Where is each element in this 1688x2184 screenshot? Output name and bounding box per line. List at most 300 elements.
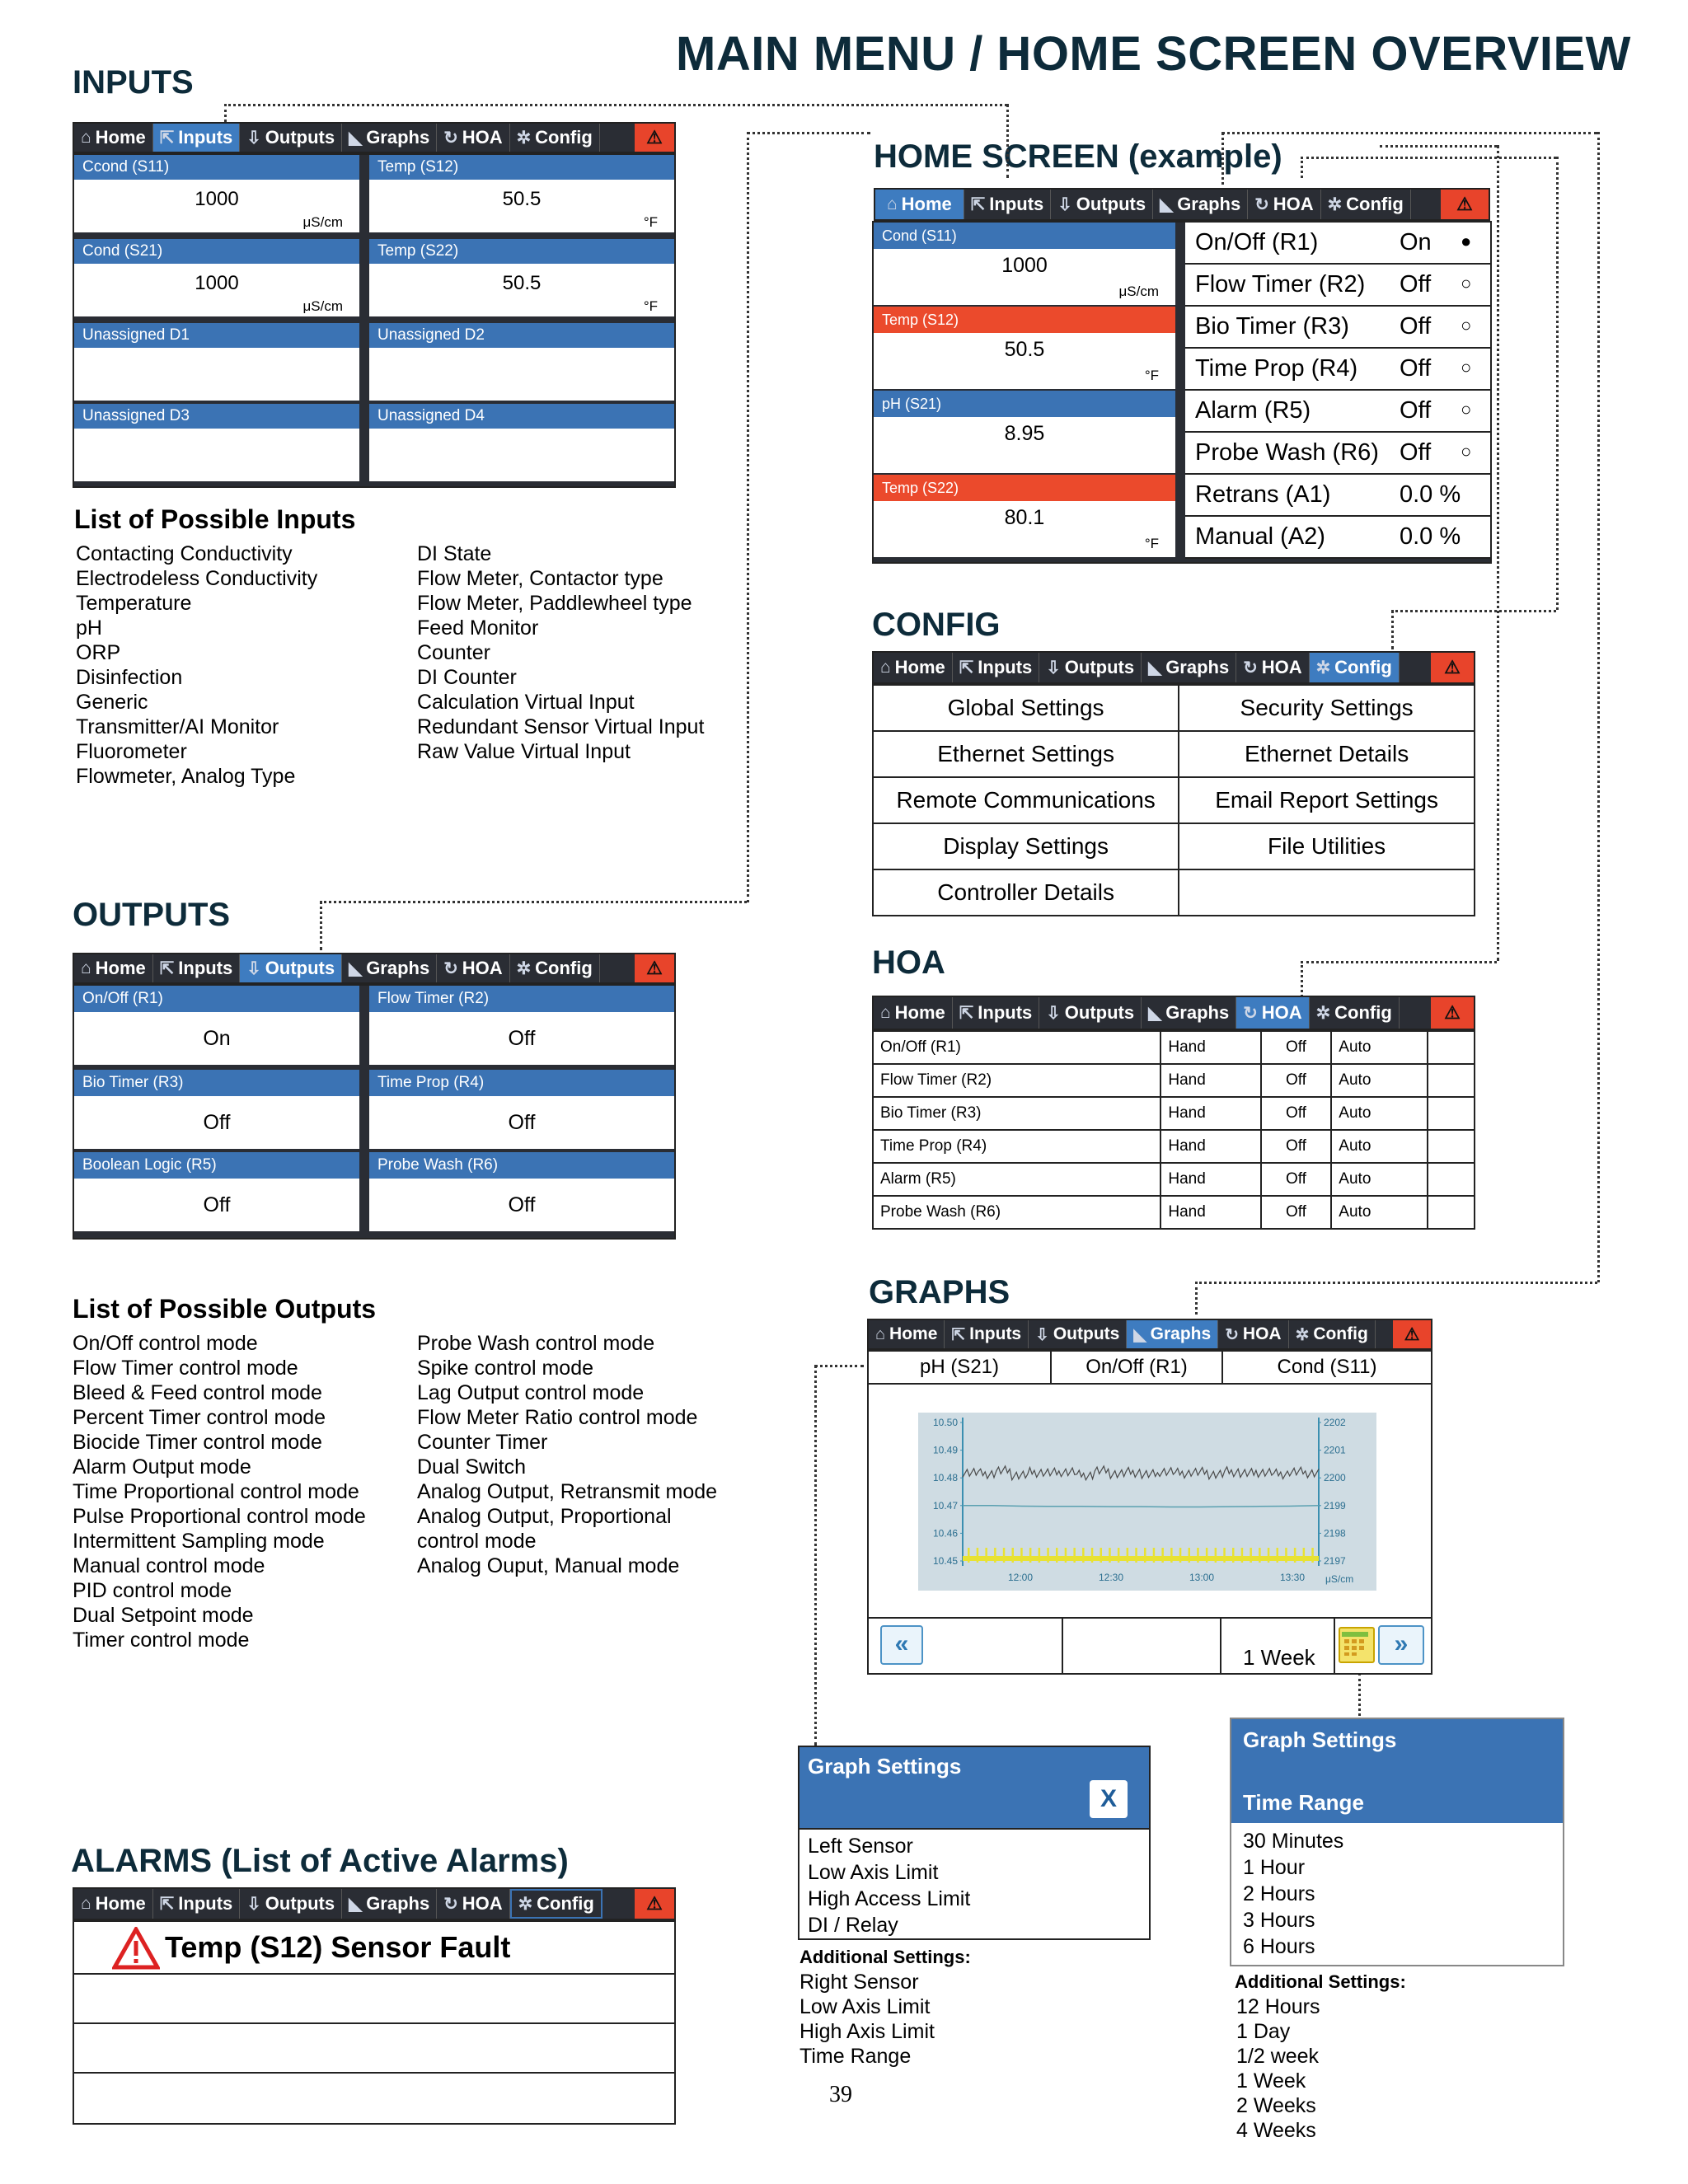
list-item: PID control mode [73, 1579, 232, 1602]
connector-line [814, 1365, 864, 1367]
list-item: Redundant Sensor Virtual Input [417, 715, 705, 738]
input-tile-body [74, 264, 359, 316]
graph-settings-right-header [1231, 1719, 1563, 1823]
nav-home[interactable]: ⌂ Home [875, 190, 964, 219]
input-tile[interactable] [74, 155, 359, 232]
nav-inputs[interactable]: ⇱ Inputs [153, 1889, 241, 1919]
list-item: Transmitter/AI Monitor [76, 715, 279, 738]
alarm-row[interactable] [74, 1922, 674, 1975]
config-menu-item[interactable]: Ethernet Settings [873, 731, 1179, 777]
nav-hoa[interactable]: ↻ HOA [1236, 997, 1309, 1029]
page-number: 39 [829, 2082, 852, 2107]
home-nav-bar [874, 188, 1490, 221]
home-sensor-body [874, 249, 1175, 305]
nav-outputs[interactable]: ⇩ Outputs [240, 954, 342, 982]
graph-settings-right-additional [1236, 1994, 1320, 2143]
alarm-row-empty [74, 1973, 674, 2024]
home-output-row[interactable] [1185, 223, 1490, 265]
config-menu-item[interactable]: Remote Communications [873, 777, 1179, 823]
list-item: 4 Weeks [1236, 2119, 1316, 2142]
list-item: pH [76, 616, 102, 640]
list-item: Temperature [76, 592, 192, 615]
warning-icon: ⚠ [1404, 1324, 1420, 1344]
home-output-row[interactable] [1185, 307, 1490, 349]
outputs-nav-bar [73, 953, 676, 984]
nav-outputs[interactable]: ⇩ Outputs [1029, 1320, 1127, 1348]
home-sensor-value: 80.1 [1004, 506, 1045, 529]
connector-line [1301, 961, 1303, 997]
nav-outputs[interactable]: ⇩ Outputs [1051, 190, 1153, 219]
graph-settings-right [1230, 1718, 1564, 1966]
list-item: Pulse Proportional control mode [73, 1505, 366, 1528]
gear-icon: ✲ [516, 128, 532, 148]
graph-chart [918, 1413, 1376, 1591]
hoa-hand-button[interactable]: Hand [1160, 1130, 1260, 1163]
input-tile[interactable] [369, 323, 674, 401]
output-tile[interactable] [369, 1152, 674, 1231]
y-right-tick-label: 2202 [1324, 1417, 1346, 1428]
connector-line [320, 901, 322, 950]
hoa-off-button[interactable]: Off [1261, 1163, 1332, 1196]
graph-settings-right-title: Graph Settings [1243, 1727, 1397, 1752]
home-sensor-tile[interactable] [874, 223, 1175, 305]
nav-graphs[interactable]: ◣ Graphs [1153, 190, 1248, 219]
hoa-off-button[interactable]: Off [1261, 1130, 1332, 1163]
y-left-tick-label: 10.49 [932, 1444, 958, 1456]
home-icon: ⌂ [875, 1324, 886, 1343]
output-tile-body [369, 1179, 674, 1231]
outputs-icon: ⇩ [246, 1894, 261, 1914]
inputs-heading: INPUTS [73, 64, 194, 101]
home-icon: ⌂ [887, 194, 898, 213]
nav-graphs[interactable]: ◣ Graphs [342, 124, 437, 152]
nav-hoa[interactable]: ↻ HOA [1248, 190, 1320, 219]
input-tile-label: Temp (S22) [369, 239, 674, 264]
input-tile-value: 50.5 [502, 272, 542, 294]
nav-home[interactable]: ⌂ Home [74, 1889, 153, 1919]
output-tile[interactable] [74, 986, 359, 1065]
inputs-icon: ⇱ [951, 1325, 966, 1344]
output-tile-body [74, 1179, 359, 1231]
nav-outputs[interactable]: ⇩ Outputs [240, 124, 342, 152]
output-tile[interactable] [369, 986, 674, 1065]
output-tile[interactable] [74, 1152, 359, 1231]
connector-line [1221, 132, 1224, 191]
nav-config[interactable]: ✲ Config [1310, 653, 1400, 682]
inputs-icon: ⇱ [959, 1003, 974, 1023]
home-sensor-tile[interactable] [874, 391, 1175, 473]
input-tile-unit: °F [643, 214, 658, 230]
hoa-off-button[interactable]: Off [1261, 1196, 1332, 1229]
home-output-row[interactable] [1185, 391, 1490, 433]
output-tile[interactable] [369, 1070, 674, 1149]
config-heading: CONFIG [872, 607, 1001, 643]
hoa-auto-button[interactable]: Auto [1331, 1196, 1428, 1229]
graph-range-label[interactable]: 1 Week [1243, 1645, 1315, 1670]
warning-icon: ⚠ [646, 1893, 663, 1914]
outputs-list-col2 [417, 1331, 717, 1578]
config-menu-item[interactable]: File Utilities [1179, 823, 1475, 869]
list-item: Time Proportional control mode [73, 1480, 359, 1503]
nav-home[interactable]: ⌂ Home [874, 653, 953, 682]
nav-home[interactable]: ⌂ Home [874, 997, 953, 1029]
input-tile-label: Cond (S21) [74, 239, 359, 264]
nav-graphs[interactable]: ◣ Graphs [1127, 1320, 1218, 1348]
home-output-name: Alarm (R5) [1195, 397, 1311, 424]
graphs-icon: ◣ [1133, 1325, 1146, 1344]
hoa-icon: ↻ [1243, 1003, 1258, 1023]
connector-line [747, 132, 870, 134]
warning-icon [112, 1927, 160, 1970]
nav-inputs[interactable]: ⇱ Inputs [945, 1320, 1029, 1348]
list-item: High Access Limit [808, 1887, 971, 1910]
graphs-icon: ◣ [1148, 658, 1162, 677]
list-item: Analog Output, Proportional [417, 1505, 672, 1528]
nav-home[interactable]: ⌂ Home [74, 124, 153, 152]
list-item: Feed Monitor [417, 616, 539, 640]
list-item: Calculation Virtual Input [417, 691, 635, 714]
list-item: control mode [417, 1530, 537, 1553]
home-output-state: Off [1400, 271, 1432, 298]
output-tile-value: Off [508, 1193, 536, 1216]
chart-background [918, 1413, 1376, 1591]
home-output-name: Probe Wash (R6) [1195, 439, 1379, 466]
hoa-icon: ↻ [443, 128, 458, 148]
warning-icon: ⚠ [1456, 194, 1473, 214]
list-item: Flow Meter Ratio control mode [417, 1406, 698, 1429]
output-tile[interactable] [74, 1070, 359, 1149]
graphs-heading: GRAPHS [869, 1274, 1010, 1310]
inputs-icon: ⇱ [970, 194, 986, 214]
hoa-off-button[interactable]: Off [1261, 1097, 1332, 1130]
list-item: Analog Output, Retransmit mode [417, 1480, 718, 1503]
hoa-auto-button[interactable]: Auto [1331, 1031, 1428, 1064]
nav-hoa[interactable]: ↻ HOA [437, 124, 509, 152]
list-item: Manual control mode [73, 1554, 265, 1577]
list-item: 1 Week [1236, 2069, 1306, 2093]
outputs-icon: ⇩ [1046, 1003, 1061, 1023]
config-menu-item[interactable]: Global Settings [873, 685, 1179, 731]
input-tile[interactable] [369, 239, 674, 316]
config-row [873, 777, 1475, 823]
list-item: Spike control mode [417, 1357, 594, 1380]
hoa-status-cell [1428, 1031, 1475, 1064]
inputs-list-col1 [76, 541, 317, 789]
page-title: MAIN MENU / HOME SCREEN OVERVIEW [676, 27, 1631, 81]
hoa-row [873, 1196, 1475, 1229]
graph-settings-right-additional-title: Additional Settings: [1235, 1971, 1406, 1992]
connector-line [1301, 157, 1303, 178]
list-item: Analog Ouput, Manual mode [417, 1554, 680, 1577]
home-output-row[interactable] [1185, 475, 1490, 517]
home-icon: ⌂ [880, 658, 891, 677]
hoa-output-name: Probe Wash (R6) [873, 1196, 1160, 1229]
nav-outputs[interactable]: ⇩ Outputs [1039, 997, 1142, 1029]
home-output-state: 0.0 % [1400, 523, 1461, 550]
alarm-text: Temp (S12) Sensor Fault [165, 1930, 511, 1964]
list-item: Percent Timer control mode [73, 1406, 326, 1429]
input-tile[interactable] [369, 404, 674, 481]
graph-tab-1[interactable]: pH (S21) [869, 1352, 1052, 1385]
hoa-icon: ↻ [443, 1894, 458, 1914]
home-output-state: On [1400, 229, 1432, 255]
nav-graphs[interactable]: ◣ Graphs [1142, 997, 1236, 1029]
x-tick-label: 13:00 [1189, 1572, 1215, 1583]
gear-icon: ✲ [518, 1894, 533, 1914]
list-item: High Axis Limit [799, 2020, 935, 2043]
home-sensor-tile[interactable] [874, 475, 1175, 557]
nav-alarm[interactable] [1441, 190, 1489, 219]
home-icon: ⌂ [81, 958, 91, 977]
nav-hoa[interactable]: ↻ HOA [1218, 1320, 1288, 1348]
hoa-auto-button[interactable]: Auto [1331, 1097, 1428, 1130]
list-item: Fluorometer [76, 740, 187, 763]
hoa-row [873, 1163, 1475, 1196]
list-item: ORP [76, 641, 121, 664]
config-menu-item[interactable]: Ethernet Details [1179, 731, 1475, 777]
list-item: Dual Switch [417, 1455, 526, 1479]
input-tile-value: 1000 [195, 188, 239, 210]
outputs-icon: ⇩ [1046, 658, 1061, 677]
hoa-off-button[interactable]: Off [1261, 1064, 1332, 1097]
home-sensor-tile[interactable] [874, 307, 1175, 389]
config-row [873, 823, 1475, 869]
hoa-auto-button[interactable]: Auto [1331, 1064, 1428, 1097]
nav-alarm[interactable] [635, 954, 674, 982]
output-tile-value: On [203, 1027, 231, 1050]
list-item: Disinfection [76, 666, 183, 689]
graph-settings-left-header [799, 1747, 1149, 1830]
list-item: Contacting Conductivity [76, 542, 293, 565]
outputs-icon: ⇩ [1035, 1325, 1049, 1344]
list-item: Right Sensor [799, 1971, 919, 1994]
input-tile[interactable] [369, 155, 674, 232]
status-empty-icon: ○ [1461, 315, 1472, 335]
hoa-auto-button[interactable]: Auto [1331, 1130, 1428, 1163]
input-tile-value: 50.5 [502, 188, 542, 210]
list-item: Counter Timer [417, 1431, 548, 1454]
nav-config[interactable]: ✲ Config [1310, 997, 1400, 1029]
list-item: Flowmeter, Analog Type [76, 765, 296, 788]
list-item: Probe Wash control mode [417, 1332, 655, 1355]
y-right-tick-label: 2197 [1324, 1555, 1346, 1567]
output-tile-label: Boolean Logic (R5) [74, 1152, 359, 1179]
connector-line [747, 132, 749, 902]
nav-config[interactable]: ✲ Config [510, 1889, 603, 1919]
nav-config[interactable]: ✲ Config [1289, 1320, 1376, 1348]
output-tile-label: On/Off (R1) [74, 986, 359, 1012]
nav-graphs[interactable]: ◣ Graphs [1142, 653, 1236, 682]
hoa-off-button[interactable]: Off [1261, 1031, 1332, 1064]
home-output-row[interactable] [1185, 349, 1490, 391]
hoa-nav-bar [872, 996, 1475, 1030]
home-icon: ⌂ [880, 1003, 891, 1022]
graph-footer-divider [1062, 1617, 1063, 1673]
list-item: Low Axis Limit [808, 1861, 939, 1884]
home-sensor-body [874, 417, 1175, 473]
home-icon: ⌂ [81, 128, 91, 147]
home-sensor-body [874, 333, 1175, 389]
hoa-output-name: Time Prop (R4) [873, 1130, 1160, 1163]
hoa-row [873, 1031, 1475, 1064]
list-item: Flow Timer control mode [73, 1357, 298, 1380]
hoa-heading: HOA [872, 944, 945, 981]
x-tick-label: 12:30 [1098, 1572, 1124, 1583]
nav-config[interactable]: ✲ Config [510, 954, 600, 982]
config-row [873, 869, 1475, 916]
list-item: Dual Setpoint mode [73, 1604, 254, 1627]
home-output-state: Off [1400, 355, 1432, 382]
status-empty-icon: ○ [1461, 273, 1472, 293]
graph-prev-button[interactable] [880, 1625, 923, 1665]
alarms-heading: ALARMS (List of Active Alarms) [71, 1843, 569, 1879]
hoa-row [873, 1064, 1475, 1097]
list-item: Intermittent Sampling mode [73, 1530, 325, 1553]
output-tile-label: Time Prop (R4) [369, 1070, 674, 1096]
output-tile-label: Probe Wash (R6) [369, 1152, 674, 1179]
gear-icon: ✲ [516, 958, 532, 978]
nav-hoa[interactable]: ↻ HOA [437, 954, 509, 982]
y-right-tick-label: 2201 [1324, 1444, 1346, 1456]
connector-line [1006, 104, 1009, 178]
home-output-row[interactable] [1185, 517, 1490, 559]
nav-inputs[interactable]: ⇱ Inputs [153, 124, 241, 152]
home-output-name: Time Prop (R4) [1195, 355, 1358, 382]
connector-line [1391, 610, 1556, 612]
input-tile-label: Unassigned D1 [74, 323, 359, 348]
hoa-icon: ↻ [1254, 194, 1269, 214]
input-tile-body [74, 429, 359, 481]
hoa-hand-button[interactable]: Hand [1160, 1097, 1260, 1130]
inputs-icon: ⇱ [159, 1894, 175, 1914]
hoa-output-name: Bio Timer (R3) [873, 1097, 1160, 1130]
config-menu-item[interactable]: Security Settings [1179, 685, 1475, 731]
nav-config[interactable]: ✲ Config [510, 124, 600, 152]
hoa-hand-button[interactable]: Hand [1160, 1031, 1260, 1064]
input-tile-body [74, 180, 359, 232]
y-left-tick-label: 10.45 [932, 1555, 958, 1567]
input-tile-label: Unassigned D2 [369, 323, 674, 348]
status-empty-icon: ○ [1461, 441, 1472, 462]
input-tile[interactable] [74, 239, 359, 316]
x-tick-label: 12:00 [1007, 1572, 1034, 1583]
home-sensor-unit: °F [1144, 368, 1159, 383]
graph-tab-2[interactable]: On/Off (R1) [1052, 1352, 1223, 1385]
home-sensor-unit: °F [1144, 536, 1159, 551]
config-menu-item[interactable]: Controller Details [873, 869, 1179, 916]
nav-outputs[interactable]: ⇩ Outputs [240, 1889, 342, 1919]
input-tile-value: 1000 [195, 272, 239, 294]
graph-calendar-button[interactable] [1339, 1627, 1375, 1663]
nav-graphs[interactable]: ◣ Graphs [342, 954, 437, 982]
outputs-list-title: List of Possible Outputs [73, 1294, 377, 1324]
y-right-tick-label: 2198 [1324, 1527, 1346, 1540]
graph-next-button[interactable] [1378, 1625, 1424, 1665]
nav-config[interactable]: ✲ Config [1321, 190, 1411, 219]
nav-alarm[interactable] [1431, 653, 1474, 682]
input-tile-label: Temp (S12) [369, 155, 674, 180]
hoa-icon: ↻ [1225, 1325, 1239, 1344]
hoa-auto-button[interactable]: Auto [1331, 1163, 1428, 1196]
list-item: Flow Meter, Paddlewheel type [417, 592, 692, 615]
output-tile-label: Bio Timer (R3) [74, 1070, 359, 1096]
home-output-row[interactable] [1185, 433, 1490, 475]
home-sensor-body [874, 501, 1175, 557]
list-item: DI Counter [417, 666, 517, 689]
graphs-nav-bar [867, 1319, 1432, 1350]
home-output-row[interactable] [1185, 265, 1490, 307]
output-tile-value: Off [508, 1027, 536, 1050]
warning-icon: ⚠ [1444, 1002, 1461, 1023]
config-row [873, 685, 1475, 731]
outputs-icon: ⇩ [1057, 194, 1072, 214]
nav-inputs[interactable]: ⇱ Inputs [953, 653, 1040, 682]
nav-inputs[interactable]: ⇱ Inputs [953, 997, 1040, 1029]
home-screen-heading: HOME SCREEN (example) [874, 138, 1282, 175]
y-left-tick-label: 10.50 [932, 1417, 958, 1428]
alarms-nav-bar [73, 1887, 676, 1920]
nav-outputs[interactable]: ⇩ Outputs [1039, 653, 1142, 682]
y-left-tick-label: 10.47 [932, 1499, 958, 1511]
nav-home[interactable]: ⌂ Home [869, 1320, 945, 1348]
config-menu-item[interactable]: Email Report Settings [1179, 777, 1475, 823]
hoa-hand-button[interactable]: Hand [1160, 1163, 1260, 1196]
list-item: 2 Hours [1243, 1882, 1315, 1905]
nav-hoa[interactable]: ↻ HOA [437, 1889, 509, 1919]
graphs-icon: ◣ [349, 958, 363, 978]
hoa-icon: ↻ [443, 958, 458, 978]
graph-tab-3[interactable]: Cond (S11) [1223, 1352, 1431, 1385]
output-tile-value: Off [203, 1111, 231, 1134]
home-output-name: Flow Timer (R2) [1195, 271, 1366, 298]
input-tile[interactable] [74, 323, 359, 401]
hoa-output-name: Alarm (R5) [873, 1163, 1160, 1196]
nav-home[interactable]: ⌂ Home [74, 954, 153, 982]
home-sensor-label: pH (S21) [874, 391, 1175, 417]
nav-hoa[interactable]: ↻ HOA [1236, 653, 1309, 682]
list-item: 12 Hours [1236, 1995, 1320, 2018]
config-nav-bar [872, 651, 1475, 684]
hoa-hand-button[interactable]: Hand [1160, 1064, 1260, 1097]
nav-alarm[interactable] [635, 124, 674, 152]
hoa-hand-button[interactable]: Hand [1160, 1196, 1260, 1229]
home-sensor-label: Temp (S12) [874, 307, 1175, 333]
nav-alarm[interactable] [1431, 997, 1474, 1029]
close-button[interactable] [1090, 1780, 1128, 1818]
nav-inputs[interactable]: ⇱ Inputs [153, 954, 241, 982]
input-tile[interactable] [74, 404, 359, 481]
gear-icon: ✲ [1295, 1325, 1310, 1344]
on-off-band [963, 1556, 1319, 1561]
hoa-table [872, 1030, 1475, 1230]
nav-inputs[interactable]: ⇱ Inputs [964, 190, 1052, 219]
status-filled-icon: ● [1461, 231, 1472, 251]
nav-alarm[interactable] [635, 1889, 674, 1919]
outputs-heading: OUTPUTS [73, 897, 231, 933]
config-menu-item[interactable]: Display Settings [873, 823, 1179, 869]
nav-alarm[interactable] [1393, 1320, 1431, 1348]
graphs-icon: ◣ [1148, 1003, 1162, 1023]
list-item: Time Range [799, 2045, 912, 2068]
list-item: Left Sensor [808, 1835, 913, 1858]
nav-graphs[interactable]: ◣ Graphs [342, 1889, 437, 1919]
hoa-output-name: Flow Timer (R2) [873, 1064, 1160, 1097]
list-item: 1 Day [1236, 2020, 1291, 2043]
x-tick-label: 13:30 [1279, 1572, 1306, 1583]
hoa-status-cell [1428, 1130, 1475, 1163]
list-item: 6 Hours [1243, 1935, 1315, 1958]
outputs-icon: ⇩ [246, 958, 261, 978]
